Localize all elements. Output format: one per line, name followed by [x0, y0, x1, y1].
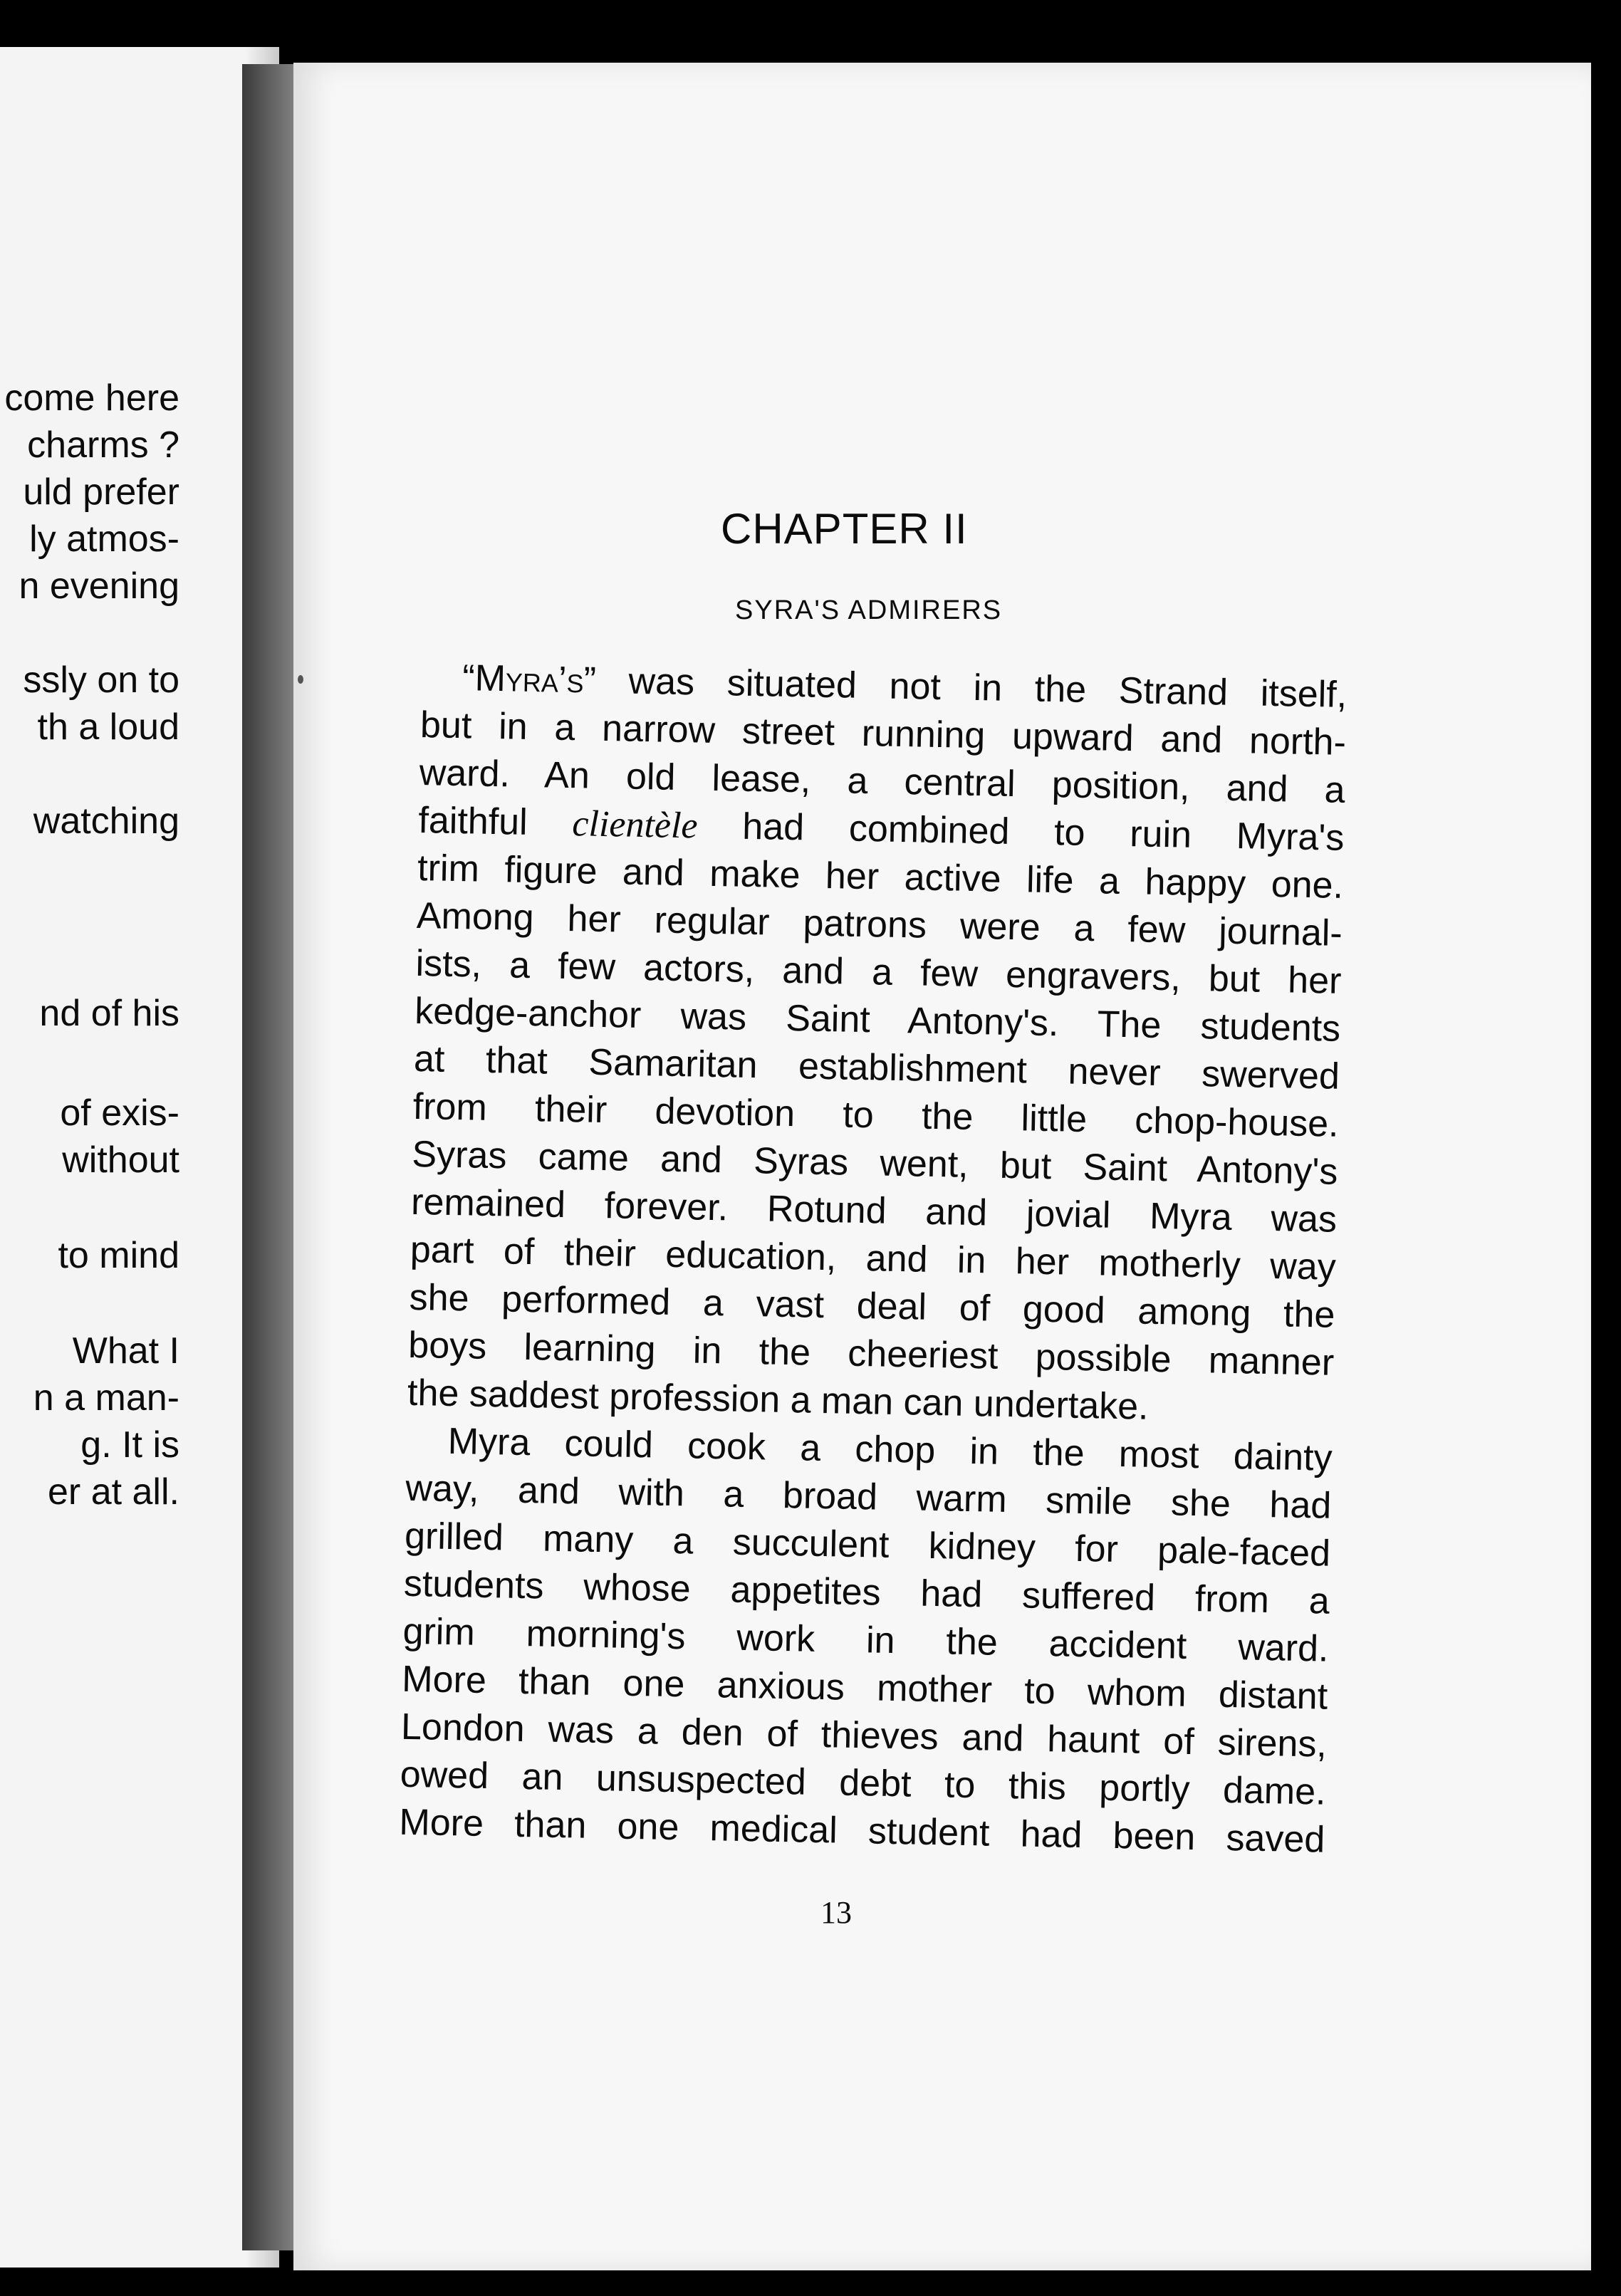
body-text	[399, 654, 1348, 1864]
text-line: part of their education, and in her motherly way	[410, 1228, 1337, 1288]
previous-page-line: come here	[4, 377, 179, 419]
text-line: trim figure and make her active life a happy one.	[417, 847, 1344, 907]
text-span: was situated not in the Strand itself,	[595, 659, 1348, 716]
previous-page-line: watching	[33, 800, 179, 842]
previous-page-line: th a loud	[37, 706, 179, 748]
page-speck	[298, 675, 303, 684]
text-line: ists, a few actors, and a few engravers, but her	[415, 942, 1342, 1002]
current-page	[293, 63, 1591, 2270]
previous-page-line: g. It is	[80, 1424, 179, 1466]
text-line: London was a den of thieves and haunt of sirens,	[400, 1706, 1328, 1765]
previous-page-line: ssly on to	[23, 659, 179, 701]
previous-page-line: to mind	[58, 1235, 179, 1276]
previous-page-line: uld prefer	[23, 471, 179, 513]
text-line: the saddest profession a man can undertake.	[407, 1372, 1150, 1428]
text-span: faithful	[417, 799, 573, 845]
previous-page-line: What I	[72, 1330, 179, 1372]
text-line: way, and with a broad warm smile she had	[405, 1467, 1332, 1527]
text-line: grim morning's work in the accident ward.	[402, 1610, 1329, 1670]
text-line: More than one medical student had been saved	[398, 1801, 1325, 1861]
text-line: ward. An old lease, a central position, and a	[419, 751, 1346, 811]
text-line: Among her regular patrons were a few journal-	[416, 894, 1343, 954]
page-number: 13	[820, 1895, 852, 1930]
previous-page-line: er at all.	[48, 1471, 179, 1513]
text-line: she performed a vast deal of good among the	[409, 1276, 1335, 1336]
previous-page-line: n evening	[19, 565, 179, 607]
chapter-subtitle: SYRA'S ADMIRERS	[735, 595, 1003, 625]
text-line: More than one anxious mother to whom distant	[401, 1658, 1328, 1718]
text-span: had combined to ruin Myra's	[697, 805, 1345, 859]
text-line: Myra could cook a chop in the most dainty	[447, 1420, 1333, 1479]
previous-page-line: nd of his	[39, 993, 179, 1034]
italic-word: clientèle	[571, 803, 699, 847]
text-line: boys learning in the cheeriest possible manner	[407, 1324, 1335, 1384]
text-line: from their devotion to the little chop-house.	[412, 1085, 1340, 1145]
text-line: kedge-anchor was Saint Antony's. The students	[414, 990, 1341, 1050]
quoted-name: “Myra’s”	[462, 657, 597, 701]
previous-page-line: of exis-	[60, 1092, 179, 1134]
text-line: but in a narrow street running upward and north-	[419, 704, 1347, 763]
previous-page	[0, 47, 279, 2268]
previous-page-line: without	[62, 1139, 179, 1181]
chapter-title: CHAPTER II	[721, 505, 968, 553]
text-line: Syras came and Syras went, but Saint Antony's	[411, 1133, 1338, 1193]
text-line: students whose appetites had suffered from a	[403, 1562, 1330, 1622]
text-line: remained forever. Rotund and jovial Myra was	[410, 1181, 1338, 1241]
text-line: owed an unsuspected debt to this portly dame.	[400, 1753, 1327, 1813]
previous-page-line: charms ?	[27, 424, 179, 466]
text-line: at that Samaritan establishment never swerved	[413, 1038, 1340, 1097]
text-line: grilled many a succulent kidney for pale-faced	[404, 1515, 1331, 1575]
previous-page-line: ly atmos-	[29, 518, 179, 560]
previous-page-line: n a man-	[33, 1377, 179, 1419]
